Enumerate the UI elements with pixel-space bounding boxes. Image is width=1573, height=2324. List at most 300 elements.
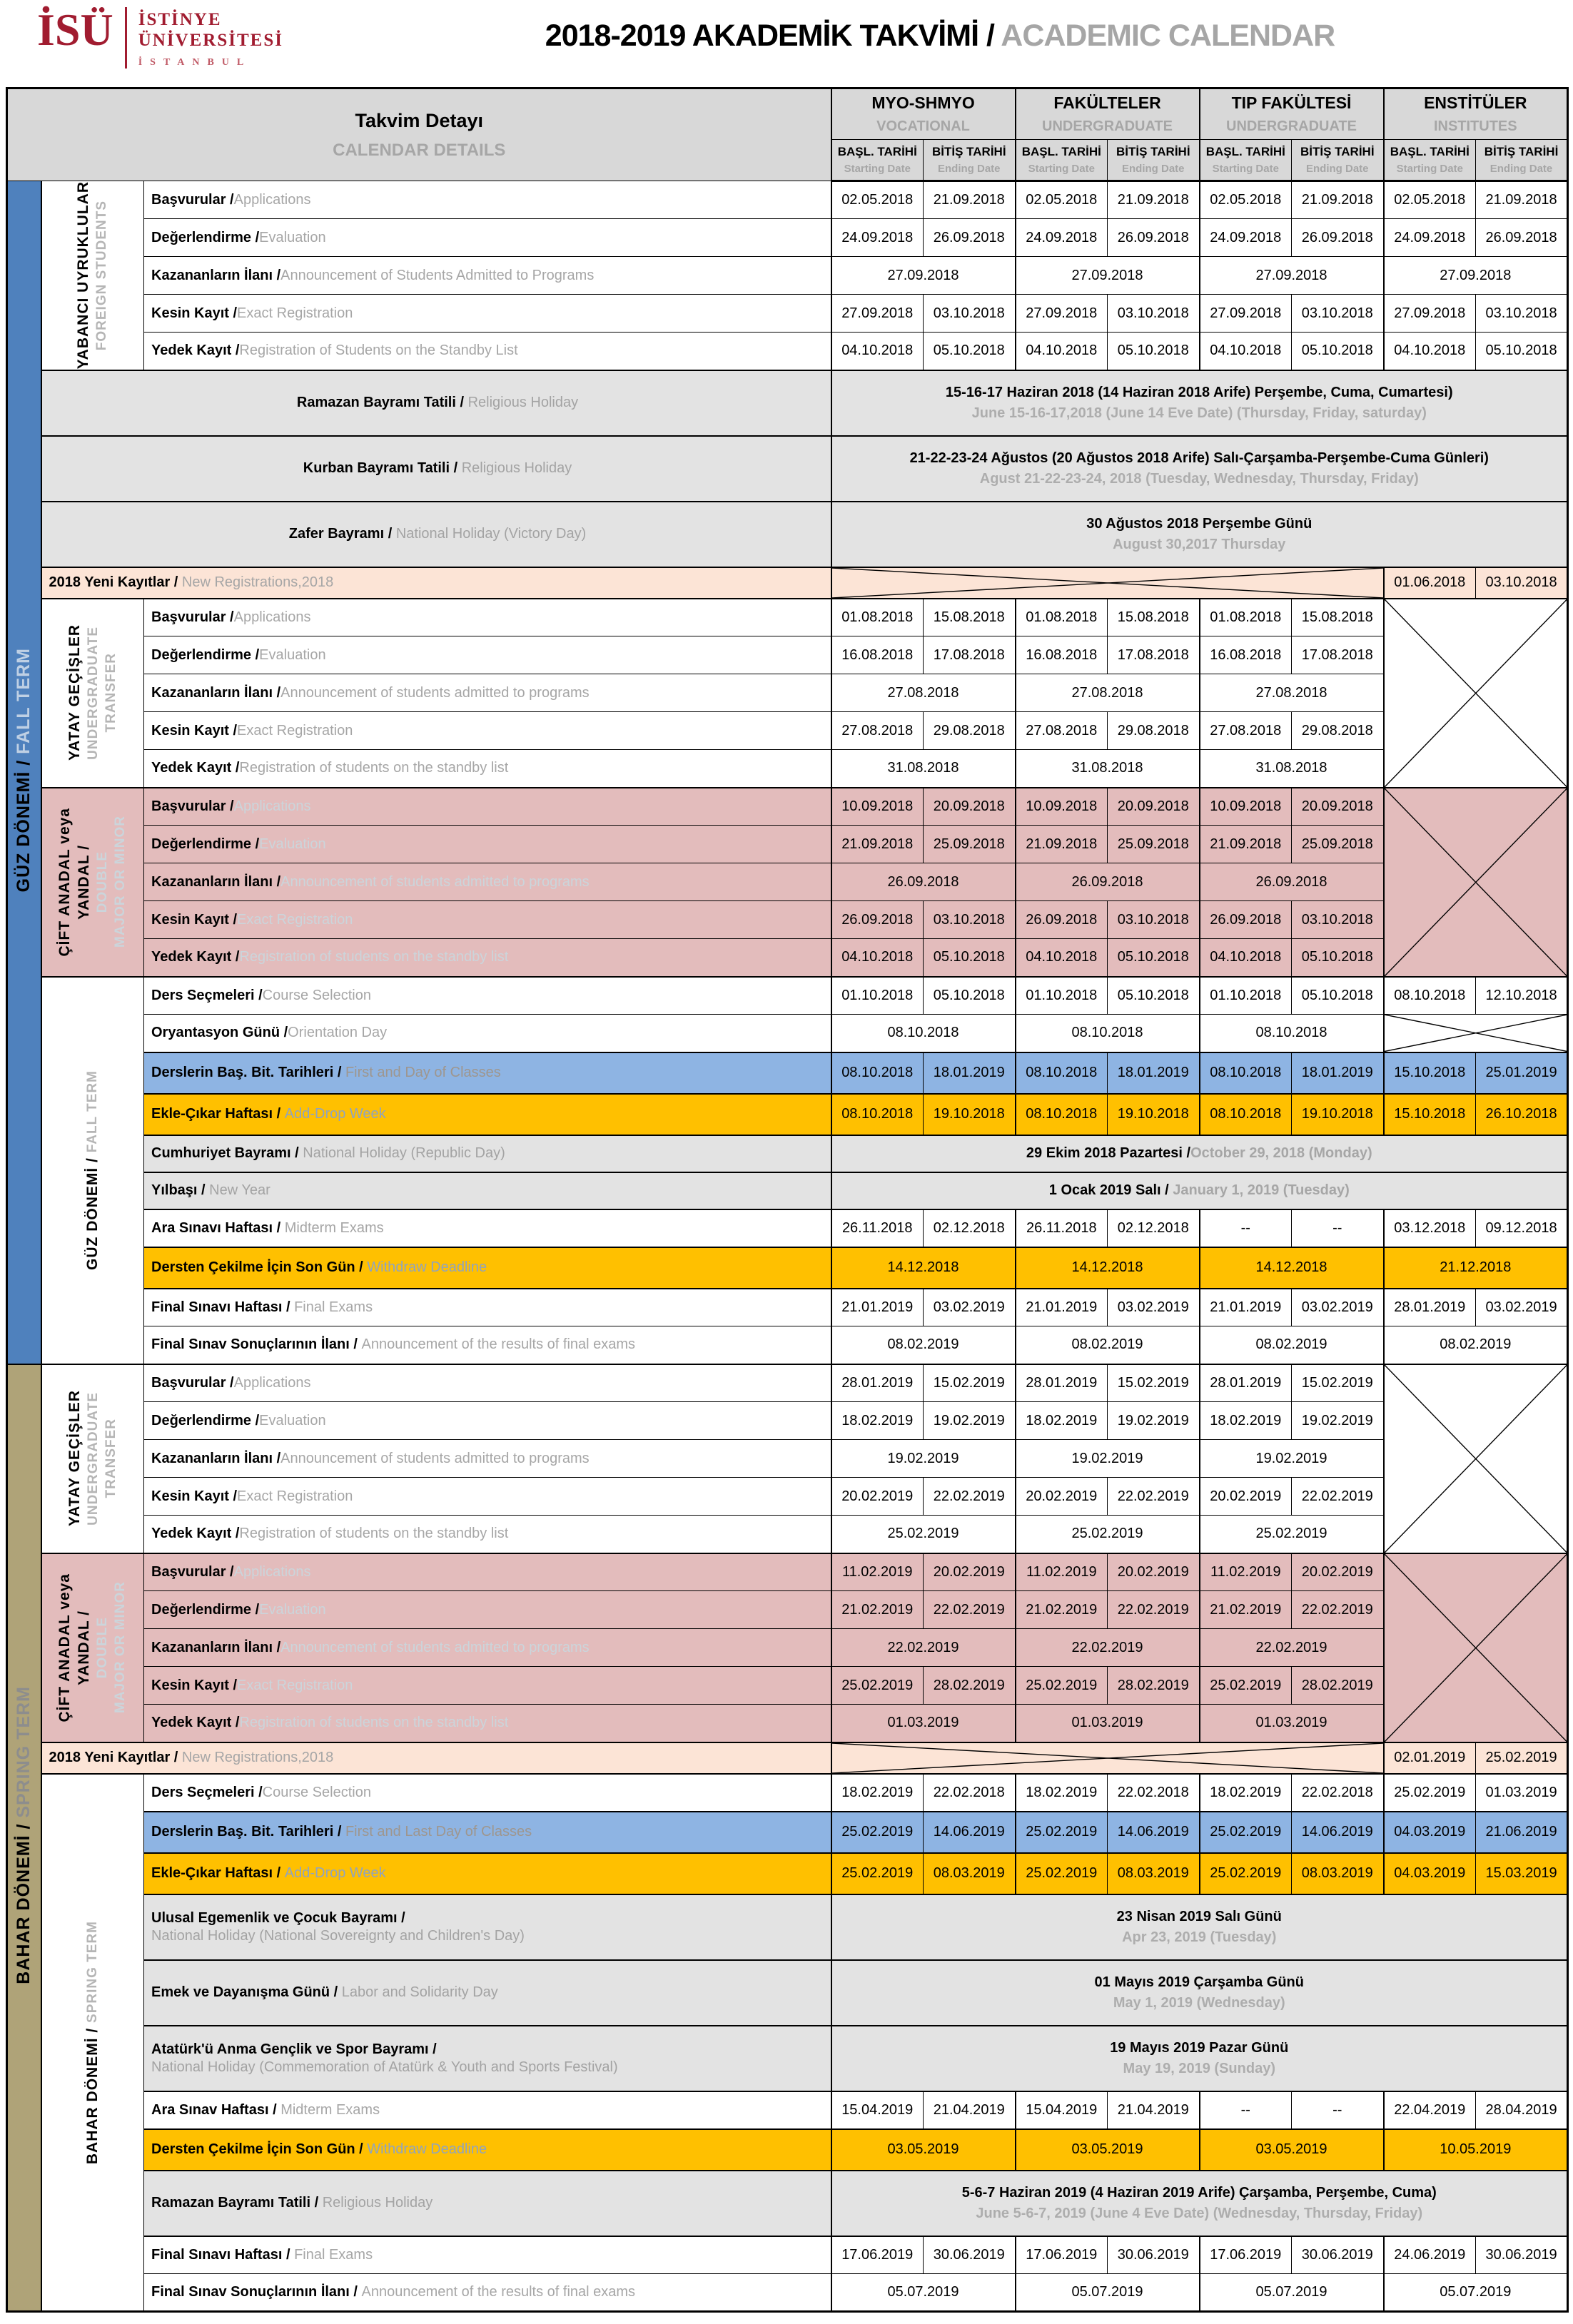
row-label-tr: Ramazan Bayramı Tatili /	[151, 2195, 323, 2211]
row-label-en: Exact Registration	[237, 305, 353, 321]
date-cell: 18.01.2019	[1292, 1052, 1384, 1094]
cross-cell	[1384, 788, 1568, 977]
group-header-en: UNDERGRADUATE	[1042, 118, 1173, 134]
date-cell: 10.09.2018	[831, 788, 924, 826]
date-cell: 30.06.2019	[1292, 2236, 1384, 2274]
row-label	[41, 436, 831, 502]
date-cell: 27.09.2018	[1016, 257, 1200, 295]
date-cell: --	[1200, 2091, 1292, 2129]
table-row	[7, 939, 1568, 977]
row-label-en: Evaluation	[259, 1601, 326, 1618]
row-label	[41, 1742, 831, 1774]
row-label	[144, 333, 831, 370]
table-row	[7, 1172, 1568, 1209]
date-cell: 03.10.2018	[1476, 567, 1568, 599]
row-label-en: Announcement of the results of final exams	[361, 1336, 636, 1353]
date-cell: 20.09.2018	[1108, 788, 1200, 826]
date-cell: 05.10.2018	[1476, 333, 1568, 370]
date-cell: 14.12.2018	[1016, 1247, 1200, 1289]
date-cell: 15.10.2018	[1384, 1094, 1476, 1135]
row-label-tr: Kazananların İlanı /	[151, 1639, 281, 1655]
date-cell: 26.09.2018	[1016, 863, 1200, 901]
group-label-en: MAJOR OR MINOR	[113, 1581, 128, 1714]
date-cell: 25.02.2019	[1200, 1812, 1292, 1853]
note-tr: 19 Mayıs 2019 Pazar Günü	[1110, 2039, 1289, 2056]
table-row	[7, 1015, 1568, 1052]
row-label-en: Final Exams	[294, 2246, 373, 2263]
end-date-header	[1476, 140, 1568, 181]
term-band-label	[14, 1686, 34, 1984]
date-cell: 27.09.2018	[1384, 257, 1568, 295]
note-tr: 23 Nisan 2019 Salı Günü	[1116, 1908, 1282, 1924]
row-label-tr: 2018 Yeni Kayıtlar /	[49, 574, 182, 590]
row-label-en: Final Exams	[294, 1299, 373, 1315]
date-cell: 10.09.2018	[1016, 788, 1108, 826]
column-group-header	[831, 88, 1016, 140]
row-label-tr: Kesin Kayıt /	[151, 1488, 238, 1504]
row-label	[144, 674, 831, 712]
group-label-tr: GÜZ DÖNEMİ /	[84, 1152, 101, 1270]
date-cell: 15.03.2019	[1476, 1853, 1568, 1894]
date-cell: 03.10.2018	[1476, 295, 1568, 333]
date-cell: 08.10.2018	[831, 1015, 1016, 1052]
date-cell: 24.06.2019	[1384, 2236, 1476, 2274]
table-row	[7, 1094, 1568, 1135]
row-label-tr: Final Sınav Sonuçlarının İlanı /	[151, 2284, 362, 2300]
row-label-tr: Kesin Kayıt /	[151, 911, 238, 928]
date-cell: 18.02.2019	[1016, 1774, 1108, 1812]
date-cell: 19.02.2019	[1108, 1402, 1200, 1440]
date-cell: 15.02.2019	[1292, 1364, 1384, 1402]
row-label-en: Registration of students on the standby list	[239, 760, 509, 776]
row-label-tr: Dersten Çekilme İçin Son Gün /	[151, 1259, 368, 1275]
calendar-details-en: CALENDAR DETAILS	[333, 140, 506, 160]
date-cell: 19.02.2019	[831, 1440, 1016, 1478]
start-date-header	[1384, 140, 1476, 181]
note-tr: 1 Ocak 2019 Salı /	[1048, 1182, 1173, 1198]
row-label	[144, 826, 831, 863]
table-row	[7, 2171, 1568, 2236]
date-cell: 22.02.2019	[1292, 1591, 1384, 1629]
date-header-tr: BİTİŞ TARİHİ	[931, 145, 1006, 158]
row-label-tr: Ekle-Çıkar Haftası /	[151, 1865, 285, 1881]
date-cell: 05.07.2019	[1200, 2274, 1384, 2312]
date-cell: 03.10.2018	[924, 901, 1016, 939]
row-label-tr: Değerlendirme /	[151, 1601, 260, 1618]
date-cell: 28.01.2019	[1200, 1364, 1292, 1402]
date-cell: 19.10.2018	[924, 1094, 1016, 1135]
group-label-columns	[44, 808, 143, 957]
row-label	[144, 939, 831, 977]
date-cell: 01.08.2018	[831, 599, 924, 636]
group-label	[41, 599, 144, 788]
row-label-en: Announcement of Students Admitted to Programs	[280, 267, 595, 283]
row-label-tr: Yedek Kayıt /	[151, 949, 240, 965]
row-label	[144, 1705, 831, 1742]
date-cell: 30.06.2019	[1108, 2236, 1200, 2274]
group-label-tr: BAHAR DÖNEMİ /	[84, 2022, 101, 2164]
date-cell: 21.06.2019	[1476, 1812, 1568, 1853]
date-cell: 20.02.2019	[1200, 1478, 1292, 1516]
date-cell: 18.02.2019	[1200, 1774, 1292, 1812]
row-label	[144, 1960, 831, 2026]
row-label-en: Midterm Exams	[280, 2101, 380, 2118]
row-label	[144, 1667, 831, 1705]
row-label-en: Evaluation	[259, 1412, 326, 1429]
date-cell: 28.02.2019	[924, 1667, 1016, 1705]
note-tr: 21-22-23-24 Ağustos (20 Ağustos 2018 Arife) Salı-Çarşamba-Perşembe-Cuma Günleri)	[909, 450, 1489, 466]
table-row	[7, 826, 1568, 863]
date-cell: 04.10.2018	[831, 333, 924, 370]
group-label-inline	[84, 1921, 101, 2164]
date-cell: 14.06.2019	[924, 1812, 1016, 1853]
group-label-tr: YANDAL /	[76, 844, 93, 920]
logo-wordmark	[138, 6, 283, 68]
table-row	[7, 333, 1568, 370]
date-cell: 20.02.2019	[831, 1478, 924, 1516]
row-label	[144, 636, 831, 674]
group-label	[41, 1364, 144, 1553]
row-label-tr: Yılbaşı /	[151, 1182, 210, 1198]
date-cell: 21.01.2019	[1200, 1289, 1292, 1326]
table-row	[7, 1209, 1568, 1247]
row-label-en: Exact Registration	[237, 1677, 353, 1693]
date-cell: 31.08.2018	[831, 750, 1016, 788]
row-label-tr: Ara Sınav Haftası /	[151, 2101, 281, 2118]
date-header-en: Ending Date	[1306, 163, 1369, 175]
date-cell: 22.02.2018	[1292, 1774, 1384, 1812]
table-row	[7, 1553, 1568, 1591]
date-header-tr: BİTİŞ TARİHİ	[1116, 145, 1190, 158]
table-row	[7, 2274, 1568, 2312]
row-label-tr: Ulusal Egemenlik ve Çocuk Bayramı /	[151, 1909, 405, 1926]
row-label-tr: Emek ve Dayanışma Günü /	[151, 1984, 342, 2000]
date-header-tr: BİTİŞ TARİHİ	[1300, 145, 1375, 158]
row-label-en: Course Selection	[262, 1784, 371, 1800]
logo-line1: İSTİNYE	[138, 10, 222, 29]
date-cell: 21.09.2018	[1108, 181, 1200, 219]
column-group-header	[1384, 88, 1568, 140]
date-cell: 21.02.2019	[1016, 1591, 1108, 1629]
date-cell: 15.04.2019	[831, 2091, 924, 2129]
group-label	[41, 788, 144, 977]
note-en: June 5-6-7, 2019 (June 4 Eve Date) (Wednesday, Thursday, Friday)	[976, 2205, 1423, 2221]
date-cell: 30.06.2019	[1476, 2236, 1568, 2274]
date-cell: 03.02.2019	[1108, 1289, 1200, 1326]
group-header-tr: MYO-SHMYO	[871, 93, 975, 112]
row-label-en: Evaluation	[259, 229, 326, 245]
table-row	[7, 567, 1568, 599]
table-row	[7, 370, 1568, 436]
row-label	[144, 257, 831, 295]
table-row	[7, 599, 1568, 636]
group-label-inline	[84, 1070, 101, 1270]
date-cell: 11.02.2019	[1016, 1553, 1108, 1591]
term-band	[7, 181, 41, 1364]
date-cell	[831, 1172, 1568, 1209]
date-cell: 19.02.2019	[1016, 1440, 1200, 1478]
date-cell: 22.02.2018	[1108, 1774, 1200, 1812]
group-label-en: UNDERGRADUATE	[85, 1391, 101, 1526]
table-row	[7, 1667, 1568, 1705]
date-header-tr: BAŞL. TARİHİ	[1205, 145, 1285, 158]
date-cell: 05.10.2018	[924, 977, 1016, 1015]
page-title	[307, 19, 1573, 54]
date-cell: 25.09.2018	[924, 826, 1016, 863]
table-row	[7, 502, 1568, 567]
row-label	[41, 370, 831, 436]
note-en: Agust 21-22-23-24, 2018 (Tuesday, Wednesday, Thursday, Friday)	[979, 470, 1419, 487]
cross-cell	[1384, 1364, 1568, 1553]
table-row	[7, 1516, 1568, 1553]
date-cell: 19.10.2018	[1292, 1094, 1384, 1135]
date-cell: 24.09.2018	[1016, 219, 1108, 257]
row-label-tr: Başvurular /	[151, 1374, 234, 1391]
date-header-en: Ending Date	[938, 163, 1001, 175]
start-date-header	[1200, 140, 1292, 181]
date-cell: 27.08.2018	[1200, 674, 1384, 712]
date-cell: 26.09.2018	[1292, 219, 1384, 257]
date-cell: 08.10.2018	[831, 1052, 924, 1094]
row-label	[144, 599, 831, 636]
cross-mark-icon	[832, 568, 1383, 598]
date-cell: 01.03.2019	[831, 1705, 1016, 1742]
date-cell: 01.06.2018	[1384, 567, 1476, 599]
table-row	[7, 788, 1568, 826]
row-label-en: Religious Holiday	[322, 2195, 433, 2211]
row-label	[144, 1629, 831, 1667]
group-label-tr: ÇİFT ANADAL veya	[56, 1573, 74, 1722]
row-label-tr: Kurban Bayramı Tatili /	[303, 460, 462, 476]
date-cell: 02.01.2019	[1384, 1742, 1476, 1774]
date-cell: 08.02.2019	[831, 1326, 1016, 1364]
date-cell: 17.06.2019	[831, 2236, 924, 2274]
logo-line3: İSTANBUL	[138, 56, 252, 68]
date-header-en: Ending Date	[1489, 163, 1553, 175]
group-label-en: FOREIGN STUDENTS	[94, 200, 110, 350]
date-cell: 25.02.2019	[1384, 1774, 1476, 1812]
row-label	[144, 1052, 831, 1094]
date-cell: 25.02.2019	[831, 1812, 924, 1853]
table-row	[7, 1591, 1568, 1629]
date-cell: 17.06.2019	[1200, 2236, 1292, 2274]
date-cell: 05.10.2018	[1108, 939, 1200, 977]
row-label-en: First and Last Day of Classes	[345, 1824, 532, 1840]
row-label	[144, 1440, 831, 1478]
term-band-en: SPRING TERM	[14, 1686, 34, 1819]
row-label	[144, 1774, 831, 1812]
group-label-columns	[44, 624, 143, 761]
table-row	[7, 1960, 1568, 2026]
group-label-en: DOUBLE	[95, 1616, 111, 1679]
date-cell: 24.09.2018	[1200, 219, 1292, 257]
date-cell: 21.09.2018	[1292, 181, 1384, 219]
table-row	[7, 181, 1568, 219]
group-label-tr: YABANCI UYRUKLULAR	[75, 181, 92, 370]
date-cell: 21.09.2018	[924, 181, 1016, 219]
date-cell: 08.03.2019	[1108, 1853, 1200, 1894]
group-header-en: INSTITUTES	[1433, 118, 1517, 134]
row-label	[144, 1015, 831, 1052]
table-row	[7, 712, 1568, 750]
date-cell: 08.03.2019	[1292, 1853, 1384, 1894]
row-label-tr: Kazananların İlanı /	[151, 1450, 281, 1466]
row-label	[144, 1853, 831, 1894]
date-cell: 25.02.2019	[1476, 1742, 1568, 1774]
date-cell: 22.02.2019	[924, 1591, 1016, 1629]
calendar-details-tr: Takvim Detayı	[355, 109, 484, 131]
date-cell: 05.10.2018	[924, 939, 1016, 977]
table-row	[7, 977, 1568, 1015]
row-label	[144, 1135, 831, 1172]
row-label-en: Labor and Solidarity Day	[341, 1984, 498, 2000]
row-label-tr: Final Sınav Sonuçlarının İlanı /	[151, 1336, 362, 1353]
table-row	[7, 2129, 1568, 2171]
date-cell: 19.10.2018	[1108, 1094, 1200, 1135]
date-cell: 29.08.2018	[1292, 712, 1384, 750]
column-group-header	[1200, 88, 1384, 140]
note-tr: 15-16-17 Haziran 2018 (14 Haziran 2018 Arife) Perşembe, Cuma, Cumartesi)	[945, 384, 1453, 400]
group-header-tr: FAKÜLTELER	[1053, 93, 1161, 112]
calendar-details-header	[7, 88, 831, 181]
date-cell: 28.01.2019	[1384, 1289, 1476, 1326]
row-label-tr: 2018 Yeni Kayıtlar /	[49, 1750, 182, 1765]
date-cell: 28.02.2019	[1292, 1667, 1384, 1705]
date-cell: 21.01.2019	[1016, 1289, 1108, 1326]
row-label	[144, 2129, 831, 2171]
date-header-tr: BAŞL. TARİHİ	[1021, 145, 1101, 158]
date-cell: 31.08.2018	[1016, 750, 1200, 788]
row-label-en: National Holiday (Commemoration of Atatürk & Youth and Sports Festival)	[151, 2059, 618, 2075]
date-cell: 20.02.2019	[924, 1553, 1016, 1591]
date-cell: 25.02.2019	[831, 1516, 1016, 1553]
date-cell: 01.10.2018	[1200, 977, 1292, 1015]
logo-abbreviation: İSÜ	[37, 4, 113, 55]
row-label-en: New Registrations,2018	[181, 1750, 334, 1765]
date-cell: 21.04.2019	[1108, 2091, 1200, 2129]
row-label	[144, 788, 831, 826]
row-label-en: Evaluation	[259, 646, 326, 663]
date-cell: 05.10.2018	[1292, 977, 1384, 1015]
row-label-tr: Değerlendirme /	[151, 646, 260, 663]
row-label-en: Orientation Day	[288, 1025, 388, 1041]
date-header-en: Starting Date	[1396, 163, 1463, 175]
date-cell: 24.09.2018	[1384, 219, 1476, 257]
row-label-tr: Ekle-Çıkar Haftası /	[151, 1106, 285, 1122]
date-cell: 08.10.2018	[1016, 1015, 1200, 1052]
date-cell: 01.03.2019	[1016, 1705, 1200, 1742]
group-label	[41, 1774, 144, 2312]
date-cell: 03.05.2019	[1016, 2129, 1200, 2171]
row-label-en: Withdraw Deadline	[367, 1259, 487, 1275]
calendar-table-head	[7, 88, 1568, 181]
date-header-en: Starting Date	[844, 163, 911, 175]
row-label-en: Exact Registration	[237, 1488, 353, 1504]
date-cell: 05.07.2019	[1016, 2274, 1200, 2312]
note-tr: 5-6-7 Haziran 2019 (4 Haziran 2019 Arife) Çarşamba, Perşembe, Cuma)	[961, 2184, 1437, 2201]
date-cell: 22.02.2019	[1108, 1591, 1200, 1629]
date-cell: 26.09.2018	[831, 863, 1016, 901]
date-cell: 26.09.2018	[1016, 901, 1108, 939]
date-header-en: Starting Date	[1212, 163, 1279, 175]
date-cell: 22.02.2019	[1292, 1478, 1384, 1516]
date-cell: 22.02.2019	[1108, 1478, 1200, 1516]
row-label	[144, 2091, 831, 2129]
date-cell: 22.02.2019	[1016, 1629, 1200, 1667]
row-label	[144, 863, 831, 901]
date-cell: 14.12.2018	[1200, 1247, 1384, 1289]
group-header-en: UNDERGRADUATE	[1226, 118, 1357, 134]
date-cell: 02.05.2018	[1200, 181, 1292, 219]
date-cell: 19.02.2019	[1200, 1440, 1384, 1478]
group-header-tr: ENSTİTÜLER	[1424, 93, 1527, 112]
start-date-header	[831, 140, 924, 181]
table-row	[7, 1774, 1568, 1812]
table-row	[7, 436, 1568, 502]
row-label	[144, 1172, 831, 1209]
row-label-en: First and Day of Classes	[345, 1065, 501, 1080]
row-label	[144, 2026, 831, 2091]
table-row	[7, 1742, 1568, 1774]
row-label-en: Evaluation	[259, 836, 326, 852]
table-row	[7, 1289, 1568, 1326]
date-cell: 03.10.2018	[1292, 295, 1384, 333]
row-label-en: Applications	[233, 609, 311, 625]
row-label	[144, 1478, 831, 1516]
date-cell: 28.04.2019	[1476, 2091, 1568, 2129]
date-cell: 25.02.2019	[1016, 1812, 1108, 1853]
date-cell: 02.05.2018	[1384, 181, 1476, 219]
row-label-tr: Zafer Bayramı /	[288, 526, 396, 542]
date-cell: 15.02.2019	[1108, 1364, 1200, 1402]
cross-cell	[1384, 1553, 1568, 1742]
date-cell	[831, 2026, 1568, 2091]
row-label-tr: Ara Sınavı Haftası /	[151, 1219, 285, 1236]
date-header-en: Ending Date	[1122, 163, 1185, 175]
group-header-tr: TIP FAKÜLTESİ	[1231, 93, 1352, 112]
row-label-en: New Registrations,2018	[181, 574, 334, 590]
table-row	[7, 295, 1568, 333]
date-cell: 25.02.2019	[831, 1667, 924, 1705]
row-label	[144, 1326, 831, 1364]
date-cell	[831, 436, 1568, 502]
table-row	[7, 750, 1568, 788]
date-cell: 10.09.2018	[1200, 788, 1292, 826]
row-label	[41, 502, 831, 567]
end-date-header	[1108, 140, 1200, 181]
date-cell: 03.10.2018	[1292, 901, 1384, 939]
row-label	[144, 1402, 831, 1440]
note-en: May 1, 2019 (Wednesday)	[1113, 1994, 1285, 2011]
row-label	[144, 1209, 831, 1247]
row-label-tr: Değerlendirme /	[151, 1412, 260, 1429]
date-cell: 27.09.2018	[1016, 295, 1108, 333]
date-cell: 26.09.2018	[1200, 863, 1384, 901]
date-cell: 20.02.2019	[1016, 1478, 1108, 1516]
date-cell: 15.08.2018	[1108, 599, 1200, 636]
row-label-tr: Final Sınavı Haftası /	[151, 2246, 295, 2263]
row-label-tr: Derslerin Baş. Bit. Tarihleri /	[151, 1824, 345, 1840]
cross-mark-icon	[1385, 788, 1567, 976]
row-label-tr: Oryantasyon Günü /	[151, 1025, 288, 1041]
table-row	[7, 1894, 1568, 1960]
date-cell: 27.08.2018	[831, 712, 924, 750]
date-cell: 21.09.2018	[1200, 826, 1292, 863]
date-cell: 21.02.2019	[831, 1591, 924, 1629]
date-cell: 03.10.2018	[924, 295, 1016, 333]
row-label-en: Religious Holiday	[467, 395, 579, 410]
note-tr: 30 Ağustos 2018 Perşembe Günü	[1086, 515, 1312, 532]
